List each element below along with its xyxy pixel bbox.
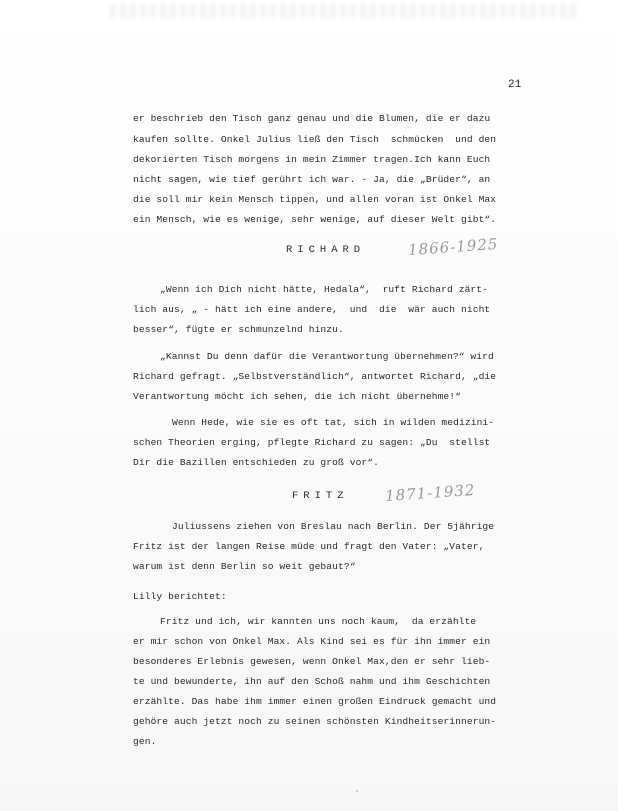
text-line: dekorierten Tisch morgens in mein Zimmer tragen.Ich kann Euch	[133, 154, 491, 165]
handwritten-date-note: 1871-1932	[384, 480, 476, 506]
text-line: ein Mensch, wie es wenige, sehr wenige, auf dieser Welt gibt“.	[133, 214, 497, 225]
text-line: Juliussens ziehen von Breslau nach Berlin. Der 5jährige	[172, 521, 495, 532]
text-line: nicht sagen, wie tief gerührt ich war. - Ja, die „Brüder“, an	[133, 174, 491, 185]
text-line: kaufen sollte. Onkel Julius ließ den Tisch schmücken und den	[133, 134, 497, 145]
text-line: Fritz ist der langen Reise müde und fragt den Vater: „Vater,	[133, 541, 485, 552]
section-heading-richard: RICHARD	[286, 244, 366, 256]
handwritten-date-note: 1866-1925	[407, 234, 499, 260]
text-line: Dir die Bazillen entschieden zu groß vor“.	[133, 457, 380, 468]
text-line: Richard gefragt. „Selbstverständlich“, antwortet Richard, „die	[133, 371, 497, 382]
page-number: 21	[508, 79, 522, 91]
text-line: gehöre auch jetzt noch zu seinen schönsten Kindheitserinnerun-	[133, 716, 497, 727]
text-line: erzählte. Das habe ihm immer einen großen Eindruck gemacht und	[133, 696, 497, 707]
text-line: schen Theorien erging, pflegte Richard zu sagen: „Du stellst	[133, 437, 491, 448]
text-line: Lilly berichtet:	[133, 591, 227, 602]
text-line: gen.	[133, 736, 157, 747]
text-line: te und bewunderte, ihn auf den Schoß nahm und ihm Geschichten	[133, 676, 491, 687]
text-line: die soll mir kein Mensch tippen, und allen voran ist Onkel Max	[133, 194, 497, 205]
text-line: „Kannst Du denn dafür die Verantwortung übernehmen?“ wird	[160, 351, 494, 362]
text-line: Verantwortung möcht ich sehen, die ich nicht übernehme!“	[133, 391, 462, 402]
section-heading-fritz: FRITZ	[292, 490, 349, 502]
bleed-through-shadow	[110, 4, 580, 18]
text-line: lich aus, „ - hätt ich eine andere, und die wär auch nicht	[133, 304, 491, 315]
text-line: er mir schon von Onkel Max. Als Kind sei es für ihn immer ein	[133, 636, 491, 647]
text-line: besser“, fügte er schmunzelnd hinzu.	[133, 324, 344, 335]
text-line: Wenn Hede, wie sie es oft tat, sich in wilden medizini-	[172, 417, 495, 428]
text-line: warum ist denn Berlin so weit gebaut?“	[133, 561, 356, 572]
text-line: er beschrieb den Tisch ganz genau und die Blumen, die er dazu	[133, 113, 491, 124]
text-line: besonderes Erlebnis gewesen, wenn Onkel Max,den er sehr lieb-	[133, 656, 491, 667]
text-line: Fritz und ich, wir kannten uns noch kaum, da erzählte	[160, 616, 477, 627]
scan-speck	[356, 790, 358, 792]
text-line: „Wenn ich Dich nicht hätte, Hedala“, ruft Richard zärt-	[160, 284, 489, 295]
